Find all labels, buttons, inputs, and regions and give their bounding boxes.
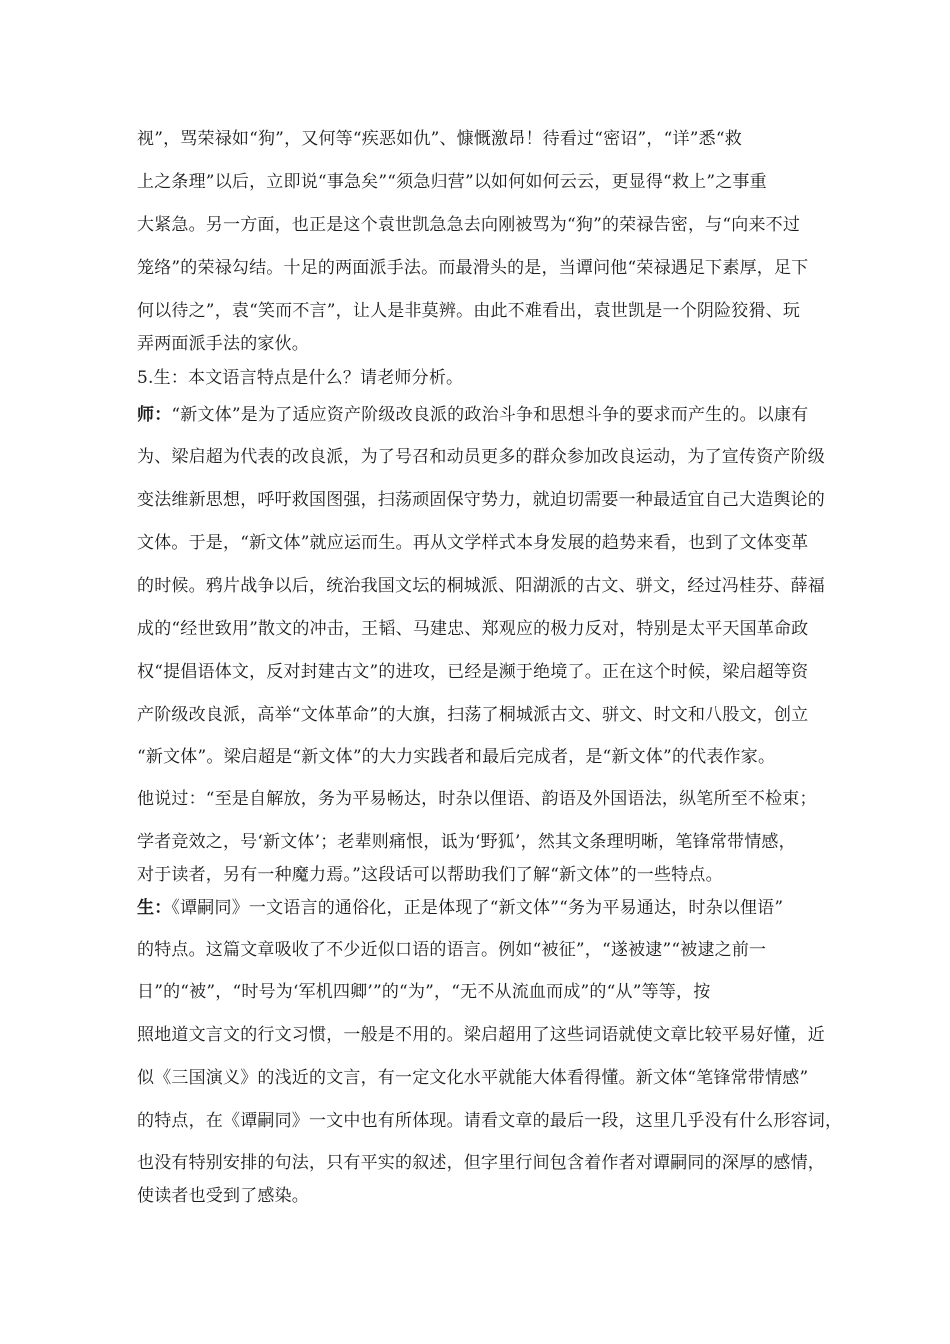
- text-line: 文体。于是，“新文体”就应运而生。再从文学样式本身发展的趋势来看，也到了文体变革: [137, 533, 809, 553]
- text-line: 上之条理”以后，立即说“事急矣”“须急归营”以如何如何云云，更显得“救上”之事重: [137, 172, 767, 192]
- speaker-label-student: 生：: [137, 898, 172, 918]
- text-line: 为、梁启超为代表的改良派，为了号召和动员更多的群众参加改良运动，为了宣传资产阶级: [137, 447, 825, 467]
- text-line: 变法维新思想，呼吁救国图强，扫荡顽固保守势力，就迫切需要一种最适宜自己大造舆论的: [137, 490, 825, 510]
- text-line: 似《三国演义》的浅近的文言，有一定文化水平就能大体看得懂。新文体“笔锋常带情感”: [137, 1068, 809, 1088]
- text-line: 何以待之”，袁“笑而不言”，让人是非莫辨。由此不难看出，袁世凯是一个阴险狡猾、玩: [137, 301, 801, 321]
- text-line: 大紧急。另一方面，也正是这个袁世凯急急去向刚被骂为“狗”的荣禄告密，与“向来不过: [137, 215, 801, 235]
- text-line: “新文体”。梁启超是“新文体”的大力实践者和最后完成者，是“新文体”的代表作家。: [137, 747, 776, 767]
- text-line: 使读者也受到了感染。: [137, 1186, 309, 1206]
- student-line-first: [137, 896, 827, 920]
- speaker-label-teacher: 师：: [137, 405, 172, 425]
- text-line: 对于读者，另有一种魔力焉。”这段话可以帮助我们了解“新文体”的一些特点。: [137, 865, 723, 885]
- text-line: 成的“经世致用”散文的冲击，王韬、马建忠、郑观应的极力反对，特别是太平天国革命政: [137, 619, 809, 639]
- text-line: 《谭嗣同》一文语言的通俗化，正是体现了“新文体”“务为平易通达，时杂以俚语”: [171, 898, 784, 918]
- text-line: 也没有特别安排的句法，只有平实的叙述，但字里行间包含着作者对谭嗣同的深厚的感情，: [137, 1153, 825, 1173]
- student-question: 5.生：本文语言特点是什么？请老师分析。: [137, 368, 464, 388]
- text-line: 日”的“被”，“时号为‘军机四卿’”的“为”，“无不从流血而成”的“从”等等，按: [137, 982, 711, 1002]
- teacher-line-first: [137, 403, 827, 427]
- text-line: 的特点，在《谭嗣同》一文中也有所体现。请看文章的最后一段，这里几乎没有什么形容词，: [137, 1111, 843, 1131]
- text-line: 照地道文言文的行文习惯，一般是不用的。梁启超用了这些词语就使文章比较平易好懂，近: [137, 1025, 825, 1045]
- text-line: 笼络”的荣禄勾结。十足的两面派手法。而最滑头的是，当谭问他“荣禄遇足下素厚，足下: [137, 258, 809, 278]
- text-line: “新文体”是为了适应资产阶级改良派的政治斗争和思想斗争的要求而产生的。以康有: [171, 405, 809, 425]
- text-line: 产阶级改良派，高举“文体革命”的大旗，扫荡了桐城派古文、骈文、时文和八股文，创立: [137, 705, 809, 725]
- text-line: 他说过：“至是自解放，务为平易畅达，时杂以俚语、韵语及外国语法，纵笔所至不检束；: [137, 789, 817, 809]
- text-line: 的特点。这篇文章吸收了不少近似口语的语言。例如“被征”，“遂被逮”“被逮之前一: [137, 940, 767, 960]
- text-line: 视”，骂荣禄如“狗”，又何等“疾恶如仇”、慷慨激昂！待看过“密诏”，“详”悉“救: [137, 129, 742, 149]
- text-line: 学者竞效之，号‘新文体’；老辈则痛恨，诋为‘野狐’，然其文条理明晰，笔锋常带情感，: [137, 832, 796, 852]
- text-line: 的时候。鸦片战争以后，统治我国文坛的桐城派、阳湖派的古文、骈文，经过冯桂芬、薛福: [137, 576, 825, 596]
- text-line: 弄两面派手法的家伙。: [137, 334, 309, 354]
- text-line: 权“提倡语体文，反对封建古文”的进攻，已经是濒于绝境了。正在这个时候，梁启超等资: [137, 662, 809, 682]
